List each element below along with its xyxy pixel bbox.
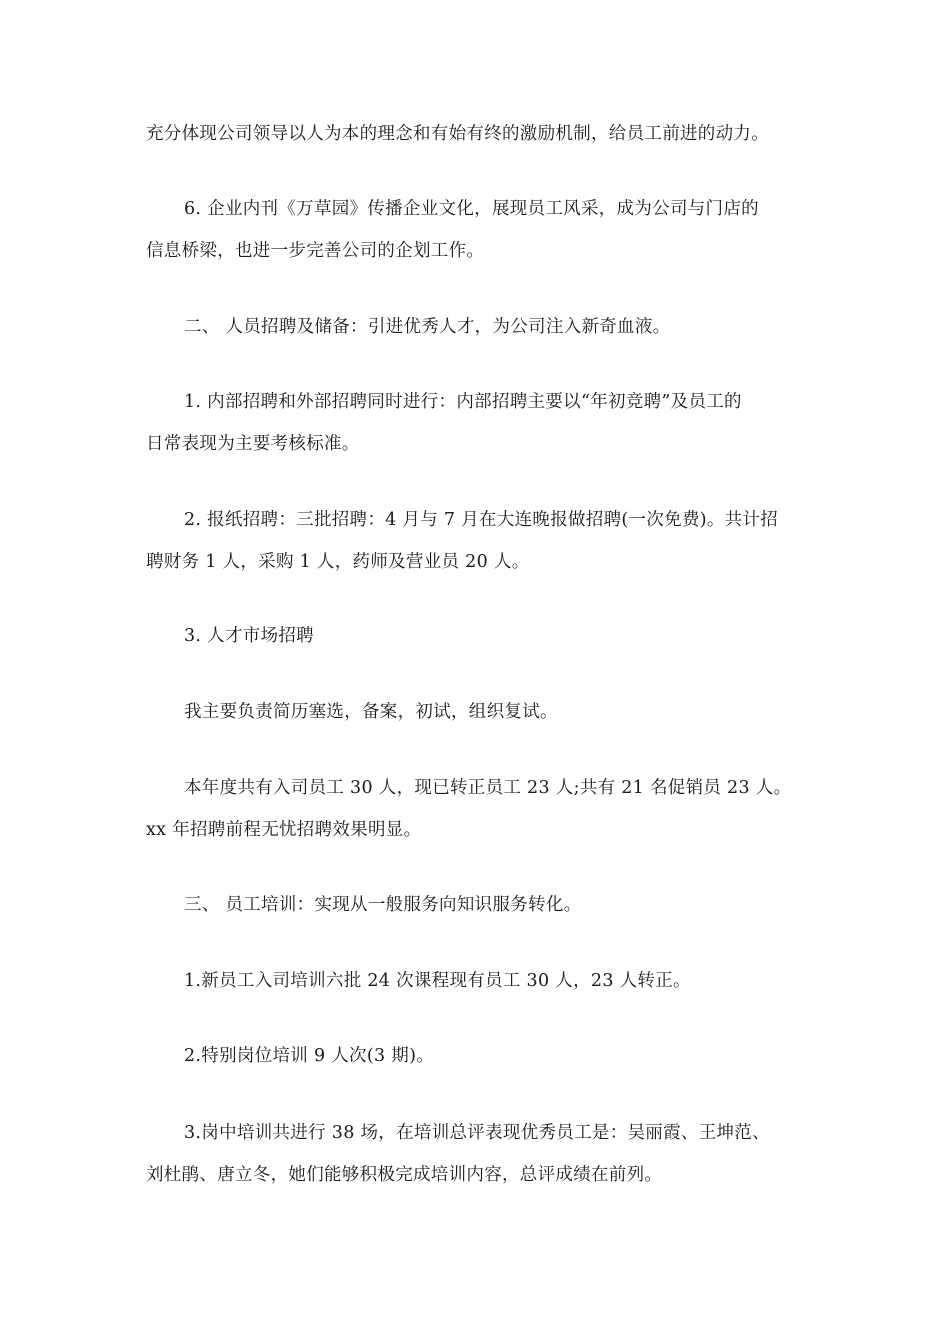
paragraph-new-employee-training	[146, 960, 816, 1002]
text-line: 2.特别岗位培训 9 人次(3 期)。	[184, 1046, 435, 1066]
text-line: 2. 报纸招聘：三批招聘：4 月与 7 月在大连晚报做招聘(一次免费)。共计招	[184, 510, 779, 530]
text-line: 二、 人员招聘及储备：引进优秀人才，为公司注入新奇血液。	[184, 317, 671, 337]
paragraph-special-post-training	[146, 1035, 816, 1077]
text-line: xx 年招聘前程无忧招聘效果明显。	[146, 820, 422, 840]
text-line: 刘杜鹃、唐立冬，她们能够积极完成培训内容，总评成绩在前列。	[146, 1165, 663, 1185]
text-line: 聘财务 1 人，采购 1 人，药师及营业员 20 人。	[146, 552, 530, 572]
paragraph-annual-hiring	[146, 767, 816, 851]
text-line: 6. 企业内刊《万草园》传播企业文化，展现员工风采，成为公司与门店的	[184, 199, 759, 219]
text-line: 1.新员工入司培训六批 24 次课程现有员工 30 人，23 人转正。	[184, 971, 691, 991]
paragraph-motivation	[146, 113, 816, 155]
section-heading-recruitment	[146, 306, 816, 348]
text-line: 1. 内部招聘和外部招聘同时进行：内部招聘主要以“年初竞聘”及员工的	[184, 392, 742, 412]
paragraph-newspaper-recruitment	[146, 499, 816, 583]
paragraph-internal-magazine	[146, 188, 816, 272]
text-line: 信息桥梁，也进一步完善公司的企划工作。	[146, 241, 485, 261]
paragraph-internal-external-recruitment	[146, 381, 816, 465]
text-line: 三、 员工培训：实现从一般服务向知识服务转化。	[184, 895, 582, 915]
text-line: 我主要负责简历塞选，备案，初试，组织复试。	[184, 702, 558, 722]
text-line: 本年度共有入司员工 30 人，现已转正员工 23 人;共有 21 名促销员 23 人。	[184, 778, 792, 798]
paragraph-talent-market	[146, 615, 816, 657]
paragraph-on-job-training	[146, 1112, 816, 1196]
paragraph-resume-screening	[146, 691, 816, 733]
text-line: 3. 人才市场招聘	[184, 626, 314, 646]
text-line: 3.岗中培训共进行 38 场，在培训总评表现优秀员工是：吴丽霞、王坤范、	[184, 1123, 770, 1143]
text-line: 充分体现公司领导以人为本的理念和有始有终的激励机制，给员工前进的动力。	[146, 124, 769, 144]
text-line: 日常表现为主要考核标准。	[146, 434, 360, 454]
section-heading-training	[146, 884, 816, 926]
